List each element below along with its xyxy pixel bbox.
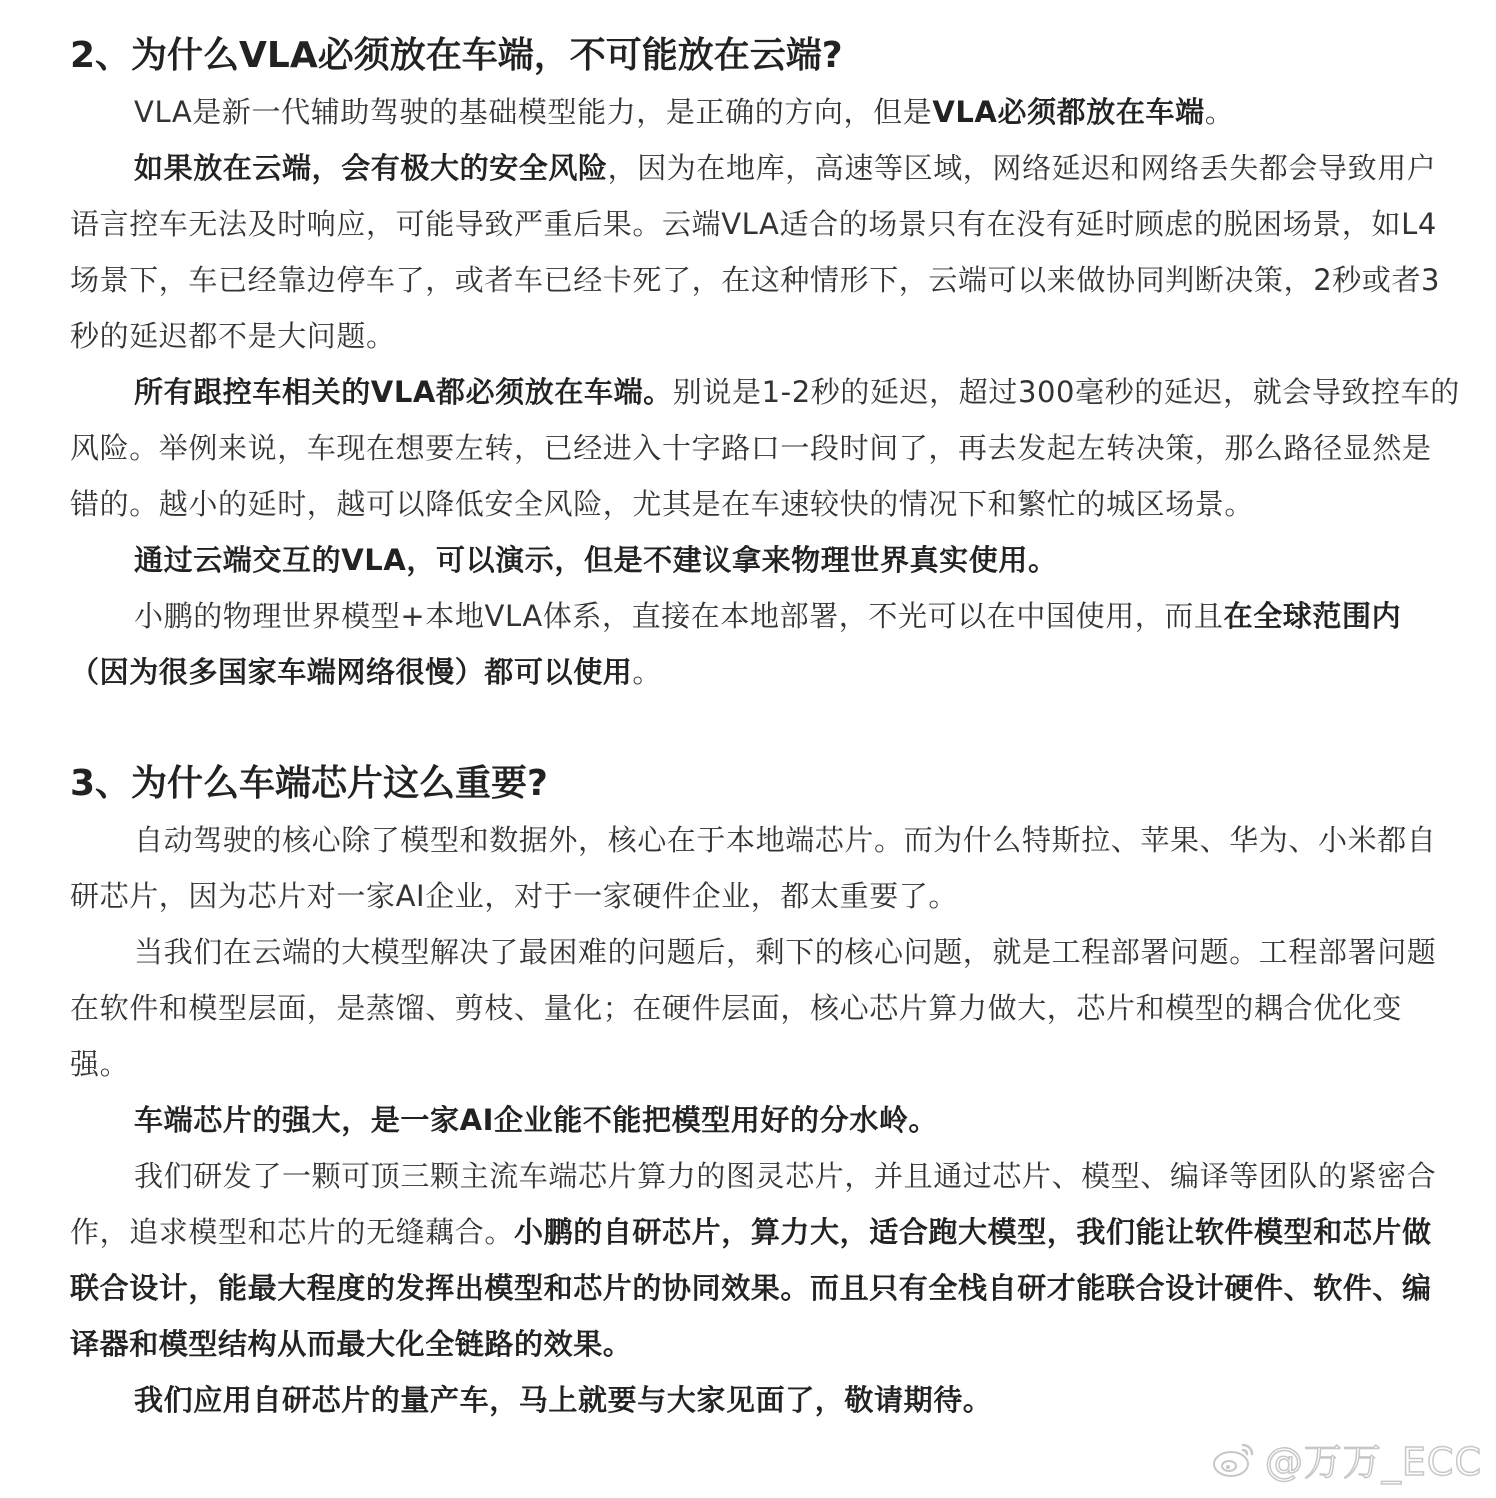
section-3-paragraph-1	[70, 812, 1460, 924]
bold-text: 小鹏的自研芯片，算力大，适合跑大模型，我们能让软件模型和芯片做联合设计，能最大程度的发挥出模型和芯片的协同效果。而且只有全栈自研才能联合设计硬件、软件、编译器和模型结构从而最大化全链路的效果。	[70, 1215, 1432, 1361]
section-2-paragraph-4	[70, 532, 1460, 588]
bold-text: 车端芯片的强大，是一家AI企业能不能把模型用好的分水岭。	[134, 1103, 939, 1137]
text: 当我们在云端的大模型解决了最困难的问题后，剩下的核心问题，就是工程部署问题。工程部署问题在软件和模型层面，是蒸馏、剪枝、量化；在硬件层面，核心芯片算力做大，芯片和模型的耦合优化变强。	[70, 935, 1437, 1081]
bold-text: 我们应用自研芯片的量产车，马上就要与大家见面了，敬请期待。	[134, 1383, 993, 1417]
section-2-paragraph-1	[70, 84, 1460, 140]
section-3-paragraph-4	[70, 1148, 1460, 1372]
text: 。	[1204, 95, 1235, 129]
section-2-paragraph-5	[70, 588, 1460, 700]
article	[70, 28, 1460, 1428]
watermark-text: @万万_ECC	[1264, 1440, 1482, 1484]
weibo-logo-icon	[1211, 1439, 1257, 1479]
bold-text: VLA必须都放在车端	[932, 95, 1205, 129]
text: 自动驾驶的核心除了模型和数据外，核心在于本地端芯片。而为什么特斯拉、苹果、华为、小米都自研芯片，因为芯片对一家AI企业，对于一家硬件企业，都太重要了。	[70, 823, 1437, 913]
text: VLA是新一代辅助驾驶的基础模型能力，是正确的方向，但是	[134, 95, 933, 129]
text: 。	[632, 655, 663, 689]
bold-text: 所有跟控车相关的VLA都必须放在车端。	[134, 375, 673, 409]
bold-text: 在全球范围内（因为很多国家车端网络很慢）都可以使用	[70, 599, 1402, 689]
section-gap	[70, 700, 1460, 756]
section-3-paragraph-2	[70, 924, 1460, 1092]
section-2-paragraph-2	[70, 140, 1460, 364]
section-3-paragraph-5	[70, 1372, 1460, 1428]
section-3-title: 3、为什么车端芯片这么重要?	[70, 763, 548, 804]
bold-text: 如果放在云端，会有极大的安全风险	[134, 151, 608, 185]
section-2-title: 2、为什么VLA必须放在车端，不可能放在云端?	[70, 35, 843, 76]
text: 小鹏的物理世界模型+本地VLA体系，直接在本地部署，不光可以在中国使用，而且	[134, 599, 1224, 633]
watermark	[1211, 1431, 1482, 1486]
section-2-paragraph-3	[70, 364, 1460, 532]
text: ，因为在地库，高速等区域，网络延迟和网络丢失都会导致用户语言控车无法及时响应，可能导致严重后果。云端VLA适合的场景只有在没有延时顾虑的脱困场景，如L4场景下，车已经靠边停车了，或者车已经卡死了，在这种情形下，云端可以来做协同判断决策，2秒或者3秒的延迟都不是大问题。	[70, 151, 1441, 353]
section-3-paragraph-3	[70, 1092, 1460, 1148]
text: 别说是1-2秒的延迟，超过300毫秒的延迟，就会导致控车的风险。举例来说，车现在想要左转，已经进入十字路口一段时间了，再去发起左转决策，那么路径显然是错的。越小的延时，越可以降低安全风险，尤其是在车速较快的情况下和繁忙的城区场景。	[70, 375, 1460, 521]
text: 我们研发了一颗可顶三颗主流车端芯片算力的图灵芯片，并且通过芯片、模型、编译等团队的紧密合作，追求模型和芯片的无缝藕合。	[70, 1159, 1437, 1249]
bold-text: 通过云端交互的VLA，可以演示，但是不建议拿来物理世界真实使用。	[134, 543, 1058, 577]
